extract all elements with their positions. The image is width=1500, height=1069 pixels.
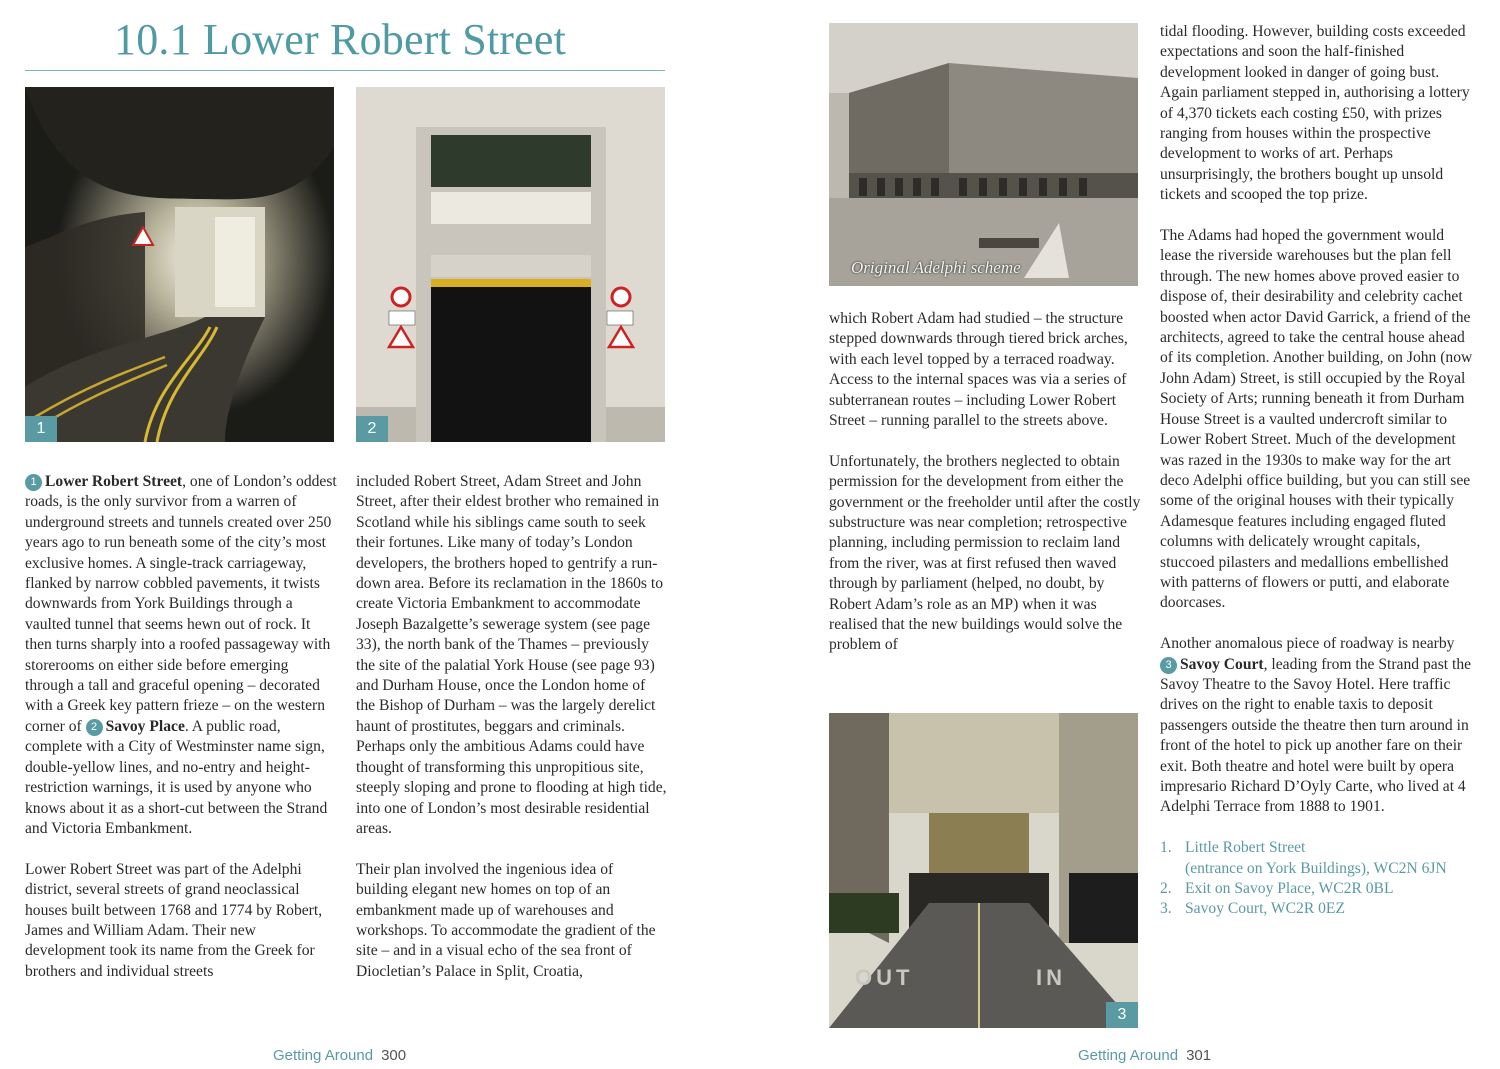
- location-name: Lower Robert Street: [45, 473, 183, 490]
- photo-number-badge-2: 2: [356, 416, 388, 442]
- list-item: 3. Savoy Court, WC2R 0EZ: [1160, 900, 1345, 918]
- page-title: 10.1 Lower Robert Street: [114, 15, 567, 64]
- location-name: Savoy Court: [1180, 655, 1264, 673]
- list-item: 2. Exit on Savoy Place, WC2R 0BL: [1160, 880, 1394, 898]
- paragraph: included Robert Street, Adam Street and John Street, after their eldest brother who remained in Scotland while his siblings came south to seek their fortunes. Like many of today’s London developers, the brothers hoped to gentrify a run-down area. Before its reclamation in the 1860s to create Victoria Embankment to accommodate Joseph Bazalgette’s sewerage system (see page 33), the north bank of the Thames – previously the site of the palatial York House (see page 93) and Durham House, once the London home of the Bishop of Durham – was the largely derelict haunt of prostitutes, beggars and criminals. Perhaps only the ambitious Adams could have thought of transforming this unpropitious site, steeply sloping and prone to flooding at high tide, into one of London’s most desirable residential areas.: [356, 473, 667, 837]
- location-marker-1: 1: [25, 474, 42, 491]
- page-number: 301: [1186, 1047, 1212, 1064]
- paragraph: Another anomalous piece of roadway is nearby 3 Savoy Court, leading from the Strand past the Savoy Theatre to the Savoy Hotel. Here traffic drives on the right to enable taxis to deposit passengers outside the theatre then turn around in front of the hotel to pick up another fare on their exit. Both theatre and hotel were built by opera impresario Richard D’Oyly Carte, who lived at 4 Adelphi Terrace from 1888 to 1901.: [1160, 635, 1472, 816]
- engraving-caption: Original Adelphi scheme: [851, 258, 1021, 277]
- right-text-column-1: [829, 309, 1141, 676]
- list-item: 1. Little Robert Street (entrance on York Buildings), WC2N 6JN: [1160, 839, 1447, 877]
- engraving-adelphi: [829, 23, 1138, 286]
- photo-number-badge-3: 3: [1106, 1002, 1138, 1028]
- left-text-column-2: [356, 472, 668, 1003]
- right-text-column-2: [1160, 22, 1478, 920]
- page-footer: [1078, 1047, 1211, 1064]
- page-number: 300: [381, 1047, 407, 1064]
- paragraph: Lower Robert Street was part of the Adelphi district, several streets of grand neoclassical houses built between 1768 and 1774 by Robert, James and William Adam. Their new development took its name from the Greek for brothers and individual streets: [25, 860, 323, 980]
- road-marking-in: IN: [1036, 965, 1066, 990]
- location-marker-3: 3: [1160, 657, 1177, 674]
- paragraph: Unfortunately, the brothers neglected to obtain permission for the development from either the government or the freeholder until after the costly substructure was near completion; retrospective planning, including permission to reclaim land from the river, was at first refused then waved through by parliament (helped, no doubt, by Robert Adam’s role as an MP) when it was realised that the new buildings would solve the problem of: [829, 452, 1141, 654]
- photo-tunnel: [25, 87, 334, 442]
- page-footer: [273, 1047, 406, 1064]
- paragraph: tidal flooding. However, building costs exceeded expectations and soon the half-finished development looked in danger of going bust. Again parliament stepped in, authorising a lottery of 4,370 tickets each costing £50, with prizes ranging from houses within the prospective development to works of art. Perhaps unsurprisingly, the brothers bought up unsold tickets and scooped the top prize.: [1160, 23, 1470, 204]
- photo-savoy-place-exit: [356, 87, 665, 442]
- location-list: [1160, 838, 1478, 920]
- paragraph: Their plan involved the ingenious idea of building elegant new homes on top of an embankment made up of warehouses and workshops. To accommodate the gradient of the site – and in a visual echo of the sea front of Diocletian’s Palace in Split, Croatia,: [356, 860, 656, 980]
- paragraph: 1 Lower Robert Street, one of London’s oddest roads, is the only survivor from a warren of underground streets and tunnels created over 250 years ago to run beneath some of the city’s most exclusive homes. A single-track carriageway, flanked by narrow cobbled pavements, it twists downwards from York Buildings through a vaulted tunnel that seems hewn out of rock. It then turns sharply into a roofed passageway with storerooms on either side before emerging through a tall and graceful opening – decorated with a Greek key pattern frieze – on the western corner of 2 Savoy Place. A public road, complete with a City of Westminster name sign, double-yellow lines, and no-entry and height-restriction warnings, it is used by anyone who knows about it as a short-cut between the Strand and Victoria Embankment.: [25, 473, 337, 837]
- footer-section: Getting Around: [273, 1047, 374, 1064]
- photo-savoy-court: [829, 713, 1138, 1028]
- left-text-column-1: [25, 472, 337, 1003]
- footer-section: Getting Around: [1078, 1047, 1179, 1064]
- paragraph: The Adams had hoped the government would lease the riverside warehouses but the plan fell through. The new homes above proved easier to dispose of, their desirability and celebrity cachet boosted when actor David Garrick, a friend of the architects, agreed to take the central house ahead of its completion. Another building, on John (now John Adam) Street, is still occupied by the Royal Society of Arts; running beneath it from Durham House Street is a vaulted undercroft similar to Lower Robert Street. Much of the development was razed in the 1930s to make way for the art deco Adelphi office building, but you can still see some of the original houses with their typically Adamesque features including engaged fluted columns with delicately wrought capitals, stuccoed pilasters and medallions embellished with patterns of flowers or putti, and elaborate doorcases.: [1160, 227, 1473, 612]
- location-marker-2: 2: [86, 719, 103, 736]
- road-marking-out: OUT: [855, 965, 914, 990]
- title-rule: [25, 70, 665, 71]
- right-page: [750, 0, 1500, 1069]
- location-name: Savoy Place: [105, 717, 185, 735]
- paragraph: which Robert Adam had studied – the structure stepped downwards through tiered brick arches, with each level topped by a terraced roadway. Access to the internal spaces was via a series of subterranean routes – including Lower Robert Street – running parallel to the streets above.: [829, 310, 1128, 430]
- photo-number-badge-1: 1: [25, 416, 57, 442]
